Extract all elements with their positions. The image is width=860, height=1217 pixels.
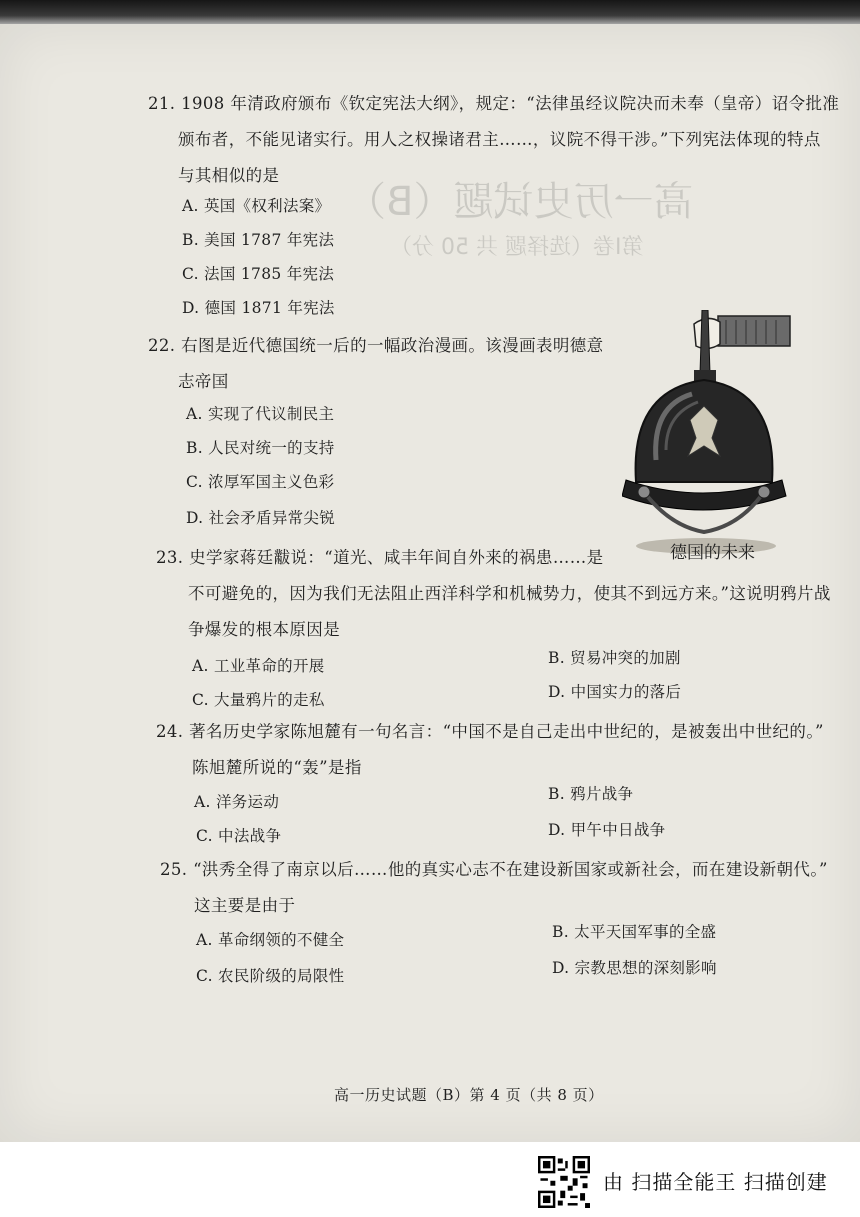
q25-option-d: D. 宗教思想的深刻影响 bbox=[552, 959, 717, 977]
scanner-watermark: 由 扫描全能王 扫描创建 bbox=[603, 1170, 828, 1194]
helmet-cartoon-image bbox=[622, 310, 792, 560]
q23-option-a: A. 工业革命的开展 bbox=[192, 657, 325, 675]
qr-code-icon bbox=[538, 1156, 590, 1208]
q21-option-c: C. 法国 1785 年宪法 bbox=[182, 265, 335, 283]
q23-stem-line-2: 不可避免的，因为我们无法阻止西洋科学和机械势力，使其不到远方来。”这说明鸦片战 bbox=[188, 584, 831, 603]
q25-option-c: C. 农民阶级的局限性 bbox=[196, 967, 345, 985]
q23-option-b: B. 贸易冲突的加剧 bbox=[548, 649, 681, 667]
q24-option-c: C. 中法战争 bbox=[196, 827, 282, 845]
exam-page bbox=[0, 24, 860, 1142]
q24-stem-line-2: 陈旭麓所说的“轰”是指 bbox=[192, 758, 362, 777]
q24-option-d: D. 甲午中日战争 bbox=[548, 821, 666, 839]
q25-stem-line-2: 这主要是由于 bbox=[194, 896, 296, 915]
bleedthrough-subtitle: 第Ⅰ卷（选择题 共 50 分） bbox=[390, 235, 644, 260]
q25-stem-line-1: 25. “洪秀全得了南京以后……他的真实心志不在建设新国家或新社会，而在建设新朝代。” bbox=[160, 860, 828, 879]
q25-option-a: A. 革命纲领的不健全 bbox=[196, 931, 345, 949]
q24-stem-line-1: 24. 著名历史学家陈旭麓有一句名言：“中国不是自己走出中世纪的，是被轰出中世纪的。” bbox=[156, 722, 824, 741]
q22-stem-line-1: 22. 右图是近代德国统一后的一幅政治漫画。该漫画表明德意 bbox=[148, 336, 604, 355]
q25-option-b: B. 太平天国军事的全盛 bbox=[552, 923, 717, 941]
q22-option-b: B. 人民对统一的支持 bbox=[186, 439, 335, 457]
q21-option-a: A. 英国《权利法案》 bbox=[182, 197, 331, 215]
bleedthrough-title: 高一历史试题（B） bbox=[346, 179, 694, 225]
q23-option-c: C. 大量鸦片的走私 bbox=[192, 691, 325, 709]
q22-option-c: C. 浓厚军国主义色彩 bbox=[186, 473, 335, 491]
q24-option-b: B. 鸦片战争 bbox=[548, 785, 634, 803]
q21-option-d: D. 德国 1871 年宪法 bbox=[182, 299, 335, 317]
q23-stem-line-3: 争爆发的根本原因是 bbox=[188, 620, 341, 639]
cartoon-caption: 德国的未来 bbox=[670, 543, 755, 563]
q22-option-d: D. 社会矛盾异常尖锐 bbox=[186, 509, 336, 527]
q24-option-a: A. 洋务运动 bbox=[194, 793, 280, 811]
q23-option-d: D. 中国实力的落后 bbox=[548, 683, 682, 701]
q21-stem-line-2: 颁布者，不能见诸实行。用人之权操诸君主……，议院不得干涉。”下列宪法体现的特点 bbox=[178, 130, 821, 149]
q22-option-a: A. 实现了代议制民主 bbox=[186, 405, 335, 423]
page-footer: 高一历史试题（B）第 4 页（共 8 页） bbox=[334, 1086, 604, 1104]
q21-stem-line-3: 与其相似的是 bbox=[178, 166, 280, 185]
q22-stem-line-2: 志帝国 bbox=[178, 372, 229, 391]
scanner-top-edge bbox=[0, 0, 860, 26]
q23-stem-line-1: 23. 史学家蒋廷黻说：“道光、咸丰年间自外来的祸患……是 bbox=[156, 548, 604, 567]
q21-option-b: B. 美国 1787 年宪法 bbox=[182, 231, 335, 249]
q21-stem-line-1: 21. 1908 年清政府颁布《钦定宪法大纲》，规定：“法律虽经议院决而未奉（皇帝）诏令批准 bbox=[148, 94, 840, 113]
